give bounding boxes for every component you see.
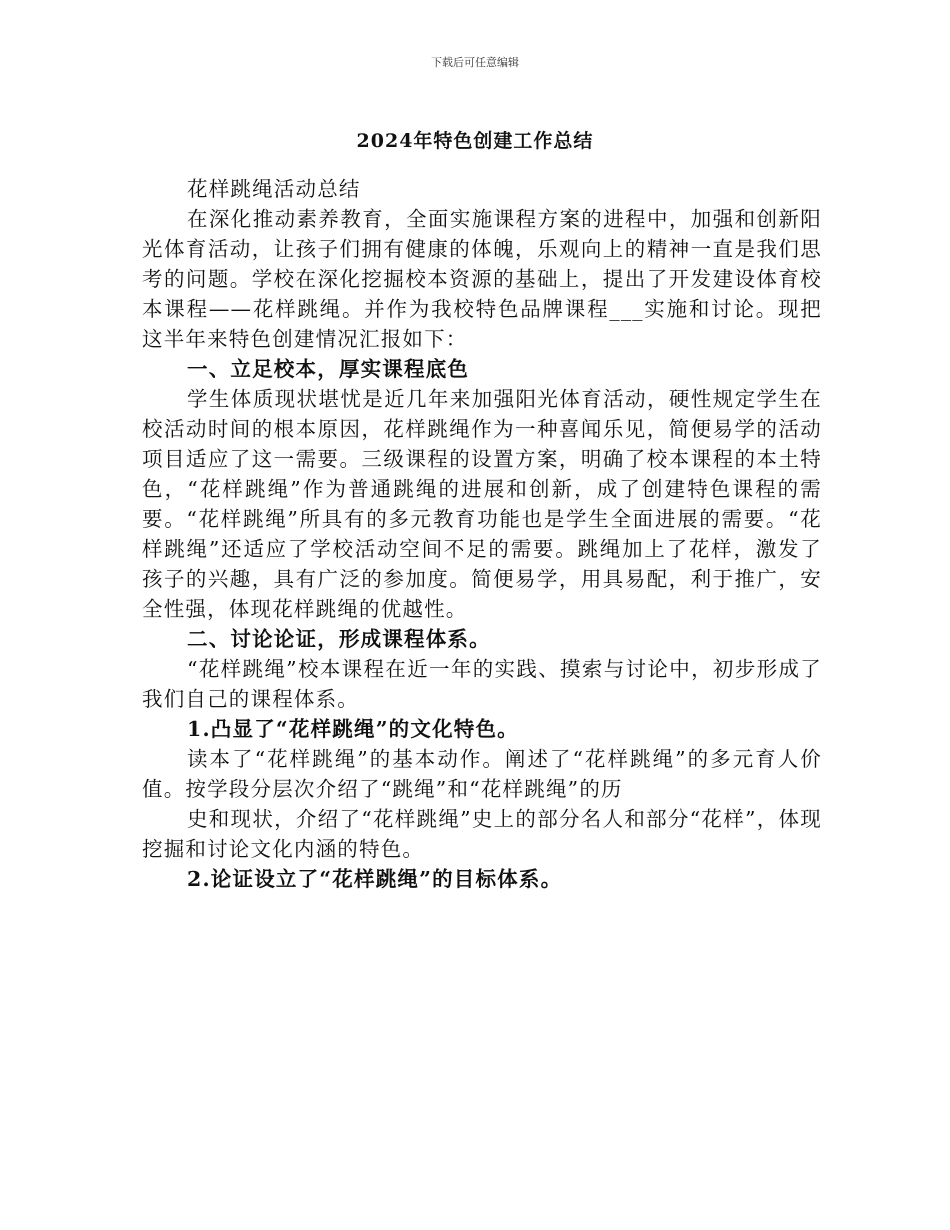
document-title: 2024年特色创建工作总结 bbox=[356, 130, 594, 152]
subtitle-paragraph: 花样跳绳活动总结 bbox=[187, 177, 361, 201]
section-heading-1: 一、立足校本，厚实课程底色 bbox=[187, 357, 470, 381]
subsection-heading-1: 1.凸显了“花样跳绳”的文化特色。 bbox=[187, 717, 519, 741]
subsection-heading-2: 2.论证设立了“花样跳绳”的目标体系。 bbox=[187, 867, 563, 891]
intro-paragraph: 在深化推动素养教育，全面实施课程方案的进程中，加强和创新阳光体育活动，让孩子们拥有健康的体魄，乐观向上的精神一直是我们思考的问题。学校在深化挖掘校本资源的基础上，提出了开发建设体育校本课程——花样跳绳。并作为我校特色品牌课程___实施和讨论。现把这半年来特色创建情况汇报如下： bbox=[142, 207, 822, 351]
subsection-1-paragraph-b: 史和现状，介绍了“花样跳绳”史上的部分名人和部分“花样”，体现挖掘和讨论文化内涵的特色。 bbox=[142, 807, 822, 861]
header-note: 下载后可任意编辑 bbox=[431, 56, 519, 69]
section-1-paragraph: 学生体质现状堪忧是近几年来加强阳光体育活动，硬性规定学生在校活动时间的根本原因，花样跳绳作为一种喜闻乐见，简便易学的活动项目适应了这一需要。三级课程的设置方案，明确了校本课程的本土特色，“花样跳绳”作为普通跳绳的进展和创新，成了创建特色课程的需要。“花样跳绳”所具有的多元教育功能也是学生全面进展的需要。“花样跳绳”还适应了学校活动空间不足的需要。跳绳加上了花样，激发了孩子的兴趣，具有广泛的参加度。简便易学，用具易配，利于推广，安全性强，体现花样跳绳的优越性。 bbox=[142, 387, 822, 621]
section-2-paragraph: “花样跳绳”校本课程在近一年的实践、摸索与讨论中，初步形成了我们自己的课程体系。 bbox=[142, 657, 822, 711]
document-body bbox=[142, 174, 822, 894]
subsection-1-paragraph-a: 读本了“花样跳绳”的基本动作。阐述了“花样跳绳”的多元育人价值。按学段分层次介绍了“跳绳”和“花样跳绳”的历 bbox=[142, 747, 822, 801]
section-heading-2: 二、讨论论证，形成课程体系。 bbox=[187, 627, 491, 651]
